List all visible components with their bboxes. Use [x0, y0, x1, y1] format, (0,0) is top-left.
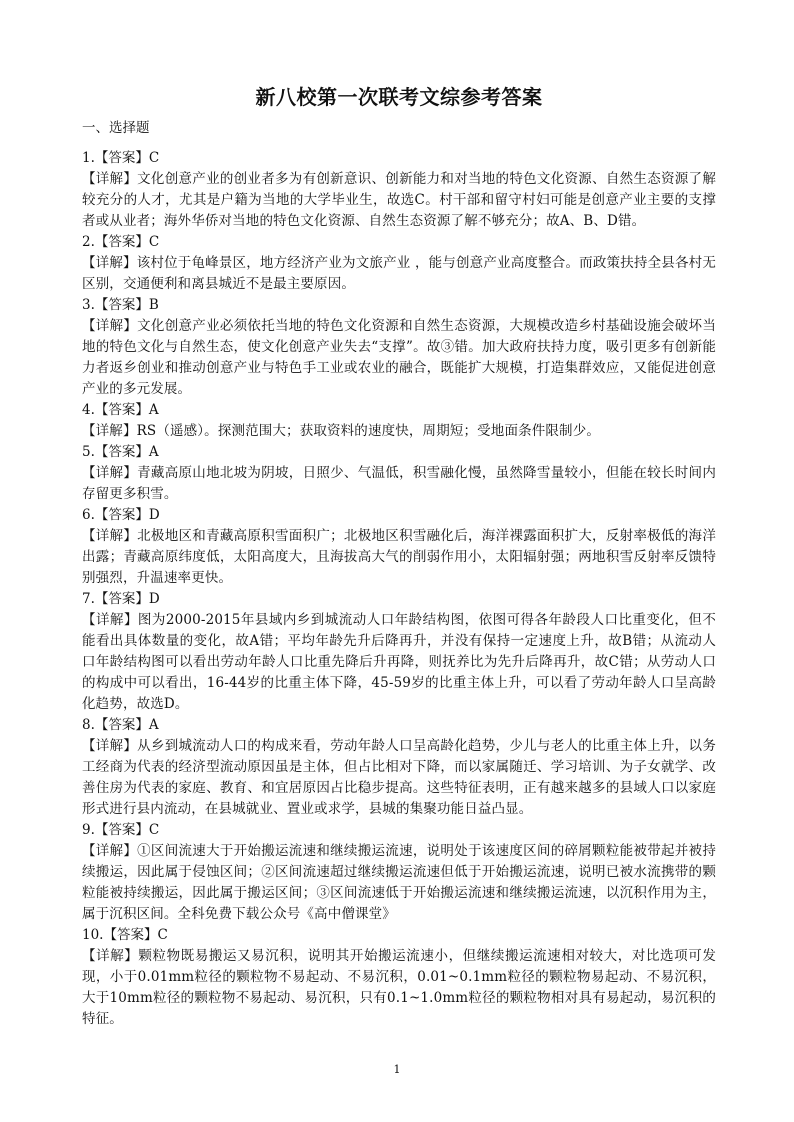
document-title: 新八校第一次联考文综参考答案	[255, 85, 543, 109]
question-item	[82, 232, 716, 295]
question-item	[82, 442, 716, 505]
answer-line: 4.【答案】A	[82, 402, 159, 418]
question-item	[82, 295, 716, 400]
answer-line: 8.【答案】A	[82, 717, 159, 733]
explanation-text: 【详解】①区间流速大于开始搬运流速和继续搬运流速，说明处于该速度区间的碎屑颗粒能被带起并被持续搬运，因此属于侵蚀区间；②区间流速超过继续搬运流速但低于开始搬运流速，说明已被水流携带的颗粒能被持续搬运，因此属于搬运区间；③区间流速低于开始搬运流速和继续搬运流速，以沉积作用为主，属于沉积区间。全科免费下载公众号《高中僧课堂》	[82, 843, 716, 922]
page-number: 1	[393, 1063, 401, 1076]
answer-line: 3.【答案】B	[82, 297, 159, 313]
explanation-text: 【详解】文化创意产业的创业者多为有创新意识、创新能力和对当地的特色文化资源、自然生态资源了解较充分的人才，尤其是户籍为当地的大学毕业生，故选C。村干部和留守村妇可能是创意产业主要的支撑者或从业者；海外华侨对当地的特色文化资源、自然生态资源了解不够充分；故A、B、D错。	[82, 171, 716, 229]
answer-line: 6.【答案】D	[82, 507, 160, 523]
answer-line: 9.【答案】C	[82, 822, 160, 838]
question-item	[82, 400, 716, 442]
question-item	[82, 589, 716, 715]
answer-line: 2.【答案】C	[82, 234, 160, 250]
explanation-text: 【详解】RS（遥感）。探测范围大；获取资料的速度快，周期短；受地面条件限制少。	[82, 423, 601, 439]
section-heading: 一、选择题	[82, 120, 150, 136]
explanation-text: 【详解】图为2000-2015年县域内乡到城流动人口年龄结构图，依图可得各年龄段人口比重变化，但不能看出具体数量的变化，故A错；平均年龄先升后降再升，并没有保持一定速度上升，故B错；从流动人口年龄结构图可以看出劳动年龄人口比重先降后升再降，则抚养比为先升后降再升，故C错；从劳动人口的构成中可以看出，16-44岁的比重主体下降，45-59岁的比重主体上升，可以看了劳动年龄人口呈高龄化趋势，故选D。	[82, 612, 716, 712]
question-list	[82, 148, 716, 1030]
explanation-text: 【详解】颗粒物既易搬运又易沉积，说明其开始搬运流速小，但继续搬运流速相对较大，对比选项可发现，小于0.01mm粒径的颗粒物不易起动、不易沉积，0.01~0.1mm粒径的颗粒物易起动、不易沉积，大于10mm粒径的颗粒物不易起动、易沉积，只有0.1~1.0mm粒径的颗粒物相对具有易起动，易沉积的特征。	[82, 948, 716, 1027]
question-item	[82, 925, 716, 1030]
explanation-text: 【详解】北极地区和青藏高原积雪面积广；北极地区积雪融化后，海洋裸露面积扩大，反射率极低的海洋出露；青藏高原纬度低，太阳高度大，且海拔高大气的削弱作用小，太阳辐射强；两地积雪反射率反馈特别强烈，升温速率更快。	[82, 528, 716, 586]
question-item	[82, 505, 716, 589]
explanation-text: 【详解】从乡到城流动人口的构成来看，劳动年龄人口呈高龄化趋势，少儿与老人的比重主体上升，以务工经商为代表的经济型流动原因虽是主体，但占比相对下降，而以家属随迁、学习培训、为子女就学、改善住房为代表的家庭、教育、和宜居原因占比稳步提高。这些特征表明，正有越来越多的县域人口以家庭形式进行县内流动，在县城就业、置业或求学，县城的集聚功能日益凸显。	[82, 738, 716, 817]
answer-line: 7.【答案】D	[82, 591, 160, 607]
explanation-text: 【详解】该村位于龟峰景区，地方经济产业为文旅产业 ，能与创意产业高度整合。而政策扶持全县各村无区别，交通便利和离县城近不是最主要原因。	[82, 255, 716, 292]
question-item	[82, 148, 716, 232]
explanation-text: 【详解】青藏高原山地北坡为阴坡，日照少、气温低，积雪融化慢，虽然降雪量较小，但能在较长时间内存留更多积雪。	[82, 465, 716, 502]
explanation-text: 【详解】文化创意产业必须依托当地的特色文化资源和自然生态资源，大规模改造乡村基础设施会破坏当地的特色文化与自然生态，使文化创意产业失去“支撑”。故③错。加大政府扶持力度，吸引更多有创新能力者返乡创业和推动创意产业与特色手工业或农业的融合，既能扩大规模，打造集群效应，又能促进创意产业的多元发展。	[82, 318, 716, 397]
answer-line: 10.【答案】C	[82, 927, 168, 943]
question-item	[82, 820, 716, 925]
answer-line: 1.【答案】C	[82, 150, 160, 166]
question-item	[82, 715, 716, 820]
answer-line: 5.【答案】A	[82, 444, 159, 460]
